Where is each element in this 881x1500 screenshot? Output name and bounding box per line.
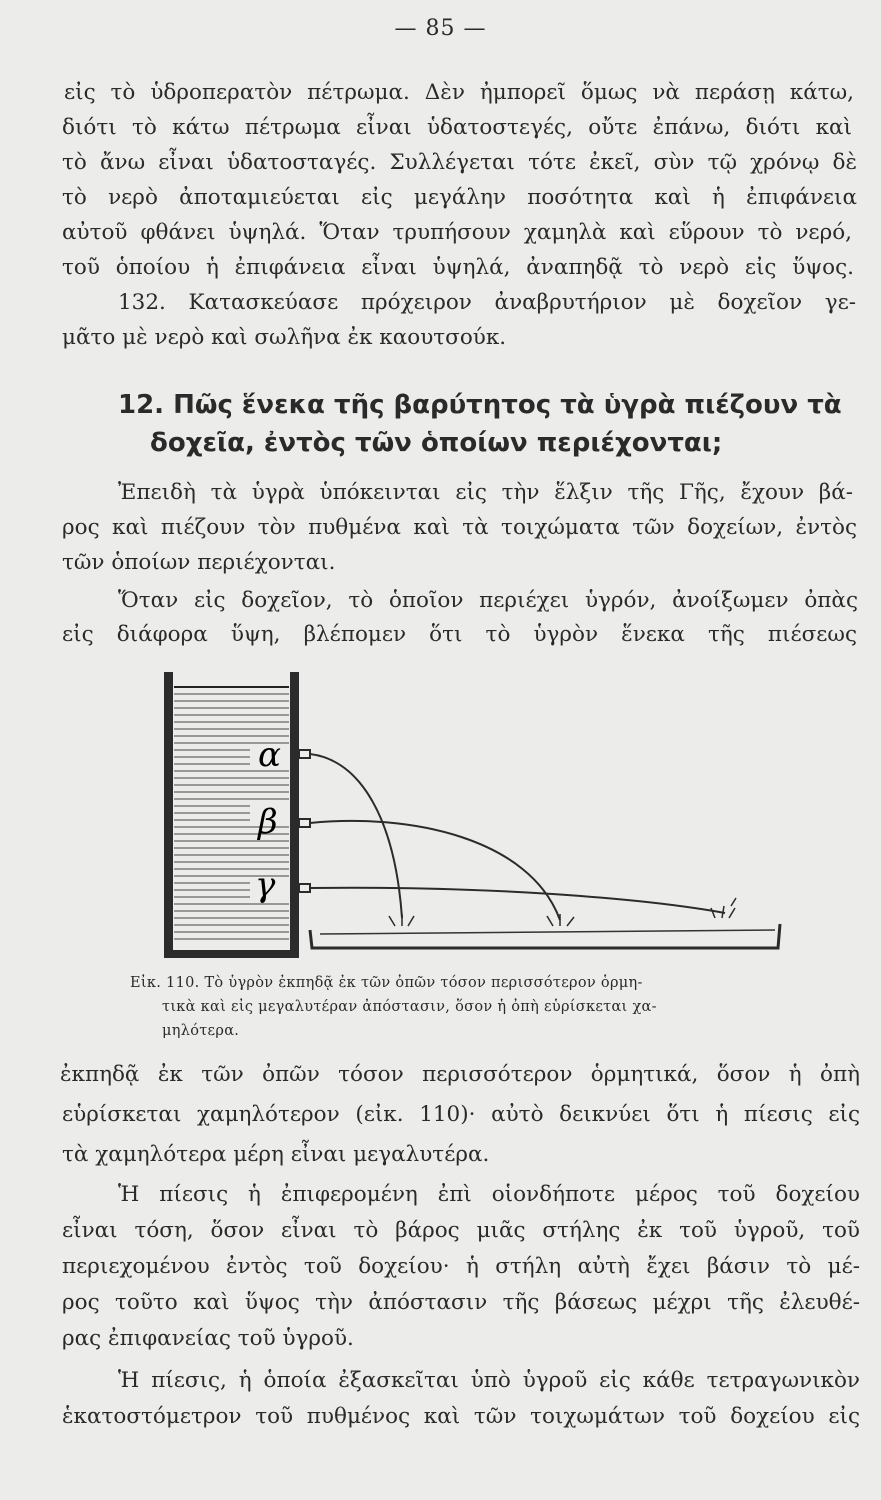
nozzle-c: [299, 884, 310, 892]
text-line: τὸ ἄνω εἶναι ὑδατοσταγές. Συλλέγεται τότε ἐκεῖ, σὺν τῷ χρόνῳ δὲ: [62, 150, 857, 175]
text-line: ἑκατοστόμετρον τοῦ πυθμένος καὶ τῶν τοιχωμάτων τοῦ δοχείου εἰς: [62, 1404, 860, 1429]
section-heading: δοχεῖα, ἐντὸς τῶν ὁποίων περιέχονται;: [150, 428, 723, 458]
text-line: Ἡ πίεσις, ἡ ὁποία ἐξασκεῖται ὑπὸ ὑγροῦ εἰς κάθε τετραγωνικὸν: [118, 1368, 860, 1393]
figure-vessel-jets: [150, 668, 800, 968]
vessel-right-wall: [290, 672, 299, 958]
trough: [310, 924, 780, 948]
exercise-line: μᾶτο μὲ νερὸ καὶ σωλῆνα ἐκ καουτσούκ.: [62, 325, 507, 350]
vessel-bottom: [164, 950, 299, 958]
text-line: τὰ χαμηλότερα μέρη εἶναι μεγαλυτέρα.: [62, 1142, 490, 1167]
text-line: τὸ νερὸ ἀποταμιεύεται εἰς μεγάλην ποσότητα καὶ ἡ ἐπιφάνεια: [62, 185, 857, 210]
jet-a: [310, 754, 402, 918]
figure-caption: μηλότερα.: [162, 1023, 240, 1039]
text-line: ἐκπηδᾷ ἐκ τῶν ὀπῶν τόσον περισσότερον ὁρμητικά, ὅσον ἡ ὀπὴ: [60, 1062, 860, 1087]
figure-caption: Εἰκ. 110. Τὸ ὑγρὸν ἐκπηδᾷ ἐκ τῶν ὀπῶν τόσον περισσότερον ὁρμη-: [130, 975, 643, 991]
hole-label-c: γ: [255, 865, 276, 905]
jet-c: [310, 888, 725, 913]
figure-caption: τικὰ καὶ εἰς μεγαλυτέραν ἀπόστασιν, ὅσον ἡ ὀπὴ εὑρίσκεται χα-: [162, 999, 657, 1015]
text-line: αὐτοῦ φθάνει ὑψηλά. Ὅταν τρυπήσουν χαμηλὰ καὶ εὕρουν τὸ νερό,: [62, 220, 852, 245]
text-line: Ὅταν εἰς δοχεῖον, τὸ ὁποῖον περιέχει ὑγρόν, ἀνοίξωμεν ὀπὰς: [118, 588, 858, 613]
text-line: τοῦ ὁποίου ἡ ἐπιφάνεια εἶναι ὑψηλά, ἀναπηδᾷ τὸ νερὸ εἰς ὕψος.: [62, 255, 854, 280]
vessel-left-wall: [164, 672, 173, 958]
text-line: ρος τοῦτο καὶ ὕψος τὴν ἀπόστασιν τῆς βάσεως μέχρι τῆς ἐλευθέ-: [62, 1290, 860, 1315]
nozzle-a: [299, 750, 310, 758]
text-line: Ἡ πίεσις ἡ ἐπιφερομένη ἐπὶ οἱονδήποτε μέρος τοῦ δοχείου: [118, 1182, 860, 1207]
exercise-line: 132. Κατασκεύασε πρόχειρον ἀναβρυτήριον μὲ δοχεῖον γε-: [118, 290, 856, 315]
text-line: διότι τὸ κάτω πέτρωμα εἶναι ὑδατοστεγές, οὔτε ἐπάνω, διότι καὶ: [62, 115, 852, 140]
section-heading: 12. Πῶς ἕνεκα τῆς βαρύτητος τὰ ὑγρὰ πιέζουν τὰ: [118, 390, 842, 420]
text-line: περιεχομένου ἐντὸς τοῦ δοχείου· ἡ στήλη αὐτὴ ἔχει βάσιν τὸ μέ-: [62, 1254, 860, 1279]
text-line: εὑρίσκεται χαμηλότερον (εἰκ. 110)· αὐτὸ δεικνύει ὅτι ἡ πίεσις εἰς: [62, 1102, 860, 1127]
splash-marks: [389, 898, 736, 926]
text-line: ρας ἐπιφανείας τοῦ ὑγροῦ.: [62, 1326, 354, 1351]
text-line: τῶν ὁποίων περιέχονται.: [62, 550, 336, 575]
text-line: Ἐπειδὴ τὰ ὑγρὰ ὑπόκεινται εἰς τὴν ἕλξιν τῆς Γῆς, ἔχουν βά-: [118, 480, 853, 505]
hole-label-a: α: [258, 735, 281, 775]
jet-b: [310, 821, 560, 920]
page-number: — 85 —: [394, 16, 487, 41]
text-line: ρος καὶ πιέζουν τὸν πυθμένα καὶ τὰ τοιχώματα τῶν δοχείων, ἐντὸς: [62, 515, 857, 540]
text-line: εἶναι τόση, ὅσον εἶναι τὸ βάρος μιᾶς στήλης ἐκ τοῦ ὑγροῦ, τοῦ: [62, 1218, 860, 1243]
text-line: εἰς τὸ ὑδροπερατὸν πέτρωμα. Δὲν ἠμπορεῖ ὅμως νὰ περάσῃ κάτω,: [64, 80, 854, 105]
nozzle-b: [299, 819, 310, 827]
text-line: εἰς διάφορα ὕψη, βλέπομεν ὅτι τὸ ὑγρὸν ἕνεκα τῆς πιέσεως: [62, 622, 857, 647]
hole-label-b: β: [258, 802, 278, 842]
trough-water: [320, 930, 775, 934]
